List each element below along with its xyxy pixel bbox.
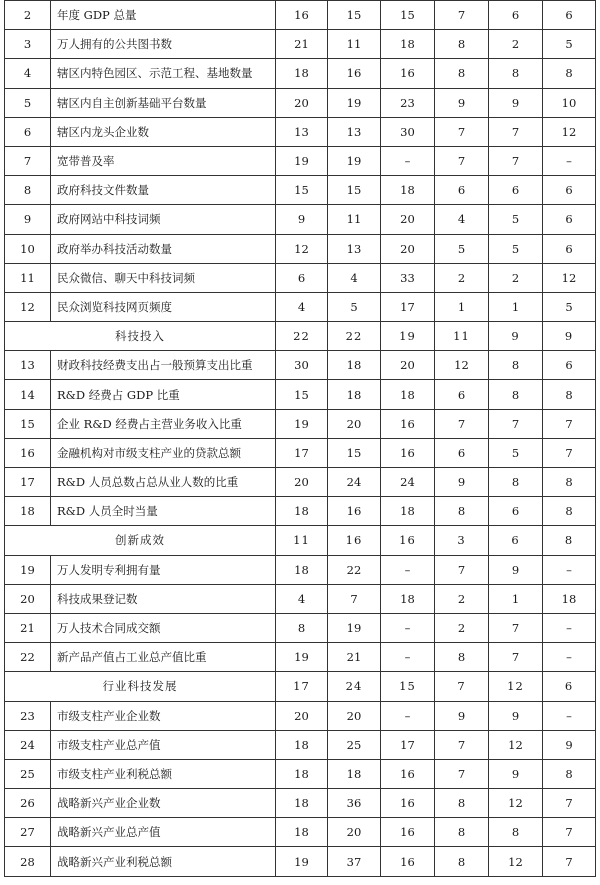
table-row: [5, 613, 596, 642]
value-cell: 3: [435, 526, 489, 555]
row-number: 18: [5, 497, 51, 526]
value-cell: 21: [276, 30, 328, 59]
value-cell: 8: [489, 380, 543, 409]
value-cell: 15: [328, 438, 381, 467]
value-cell: 16: [328, 526, 381, 555]
table-row: [5, 30, 596, 59]
value-cell: 7: [435, 672, 489, 701]
value-cell: 2: [489, 263, 543, 292]
value-cell: 8: [543, 526, 596, 555]
table-row: [5, 380, 596, 409]
section-name: 行业科技发展: [5, 672, 276, 701]
value-cell: 18: [276, 759, 328, 788]
row-number: 22: [5, 643, 51, 672]
value-cell: 7: [543, 847, 596, 876]
value-cell: 6: [435, 176, 489, 205]
value-cell: 8: [276, 613, 328, 642]
value-cell: 8: [435, 30, 489, 59]
value-cell: 20: [381, 351, 435, 380]
value-cell: 6: [489, 1, 543, 30]
value-cell: 20: [381, 234, 435, 263]
value-cell: 20: [328, 409, 381, 438]
table-row: [5, 351, 596, 380]
value-cell: 19: [276, 847, 328, 876]
row-number: 19: [5, 555, 51, 584]
table-row: [5, 59, 596, 88]
value-cell: 19: [328, 88, 381, 117]
value-cell: 9: [435, 468, 489, 497]
value-cell: 7: [435, 555, 489, 584]
indicator-name: R&D 经费占 GDP 比重: [51, 380, 276, 409]
value-cell: 7: [543, 789, 596, 818]
value-cell: –: [543, 555, 596, 584]
value-cell: 16: [381, 59, 435, 88]
value-cell: 33: [381, 263, 435, 292]
value-cell: 20: [328, 818, 381, 847]
value-cell: 18: [276, 59, 328, 88]
value-cell: 18: [276, 730, 328, 759]
table-row: [5, 847, 596, 876]
value-cell: 7: [489, 146, 543, 175]
value-cell: 16: [328, 497, 381, 526]
value-cell: 30: [276, 351, 328, 380]
value-cell: 10: [543, 88, 596, 117]
value-cell: 11: [328, 205, 381, 234]
indicator-table-body: [5, 1, 596, 877]
value-cell: 20: [328, 701, 381, 730]
table-row: [5, 643, 596, 672]
value-cell: 9: [543, 322, 596, 351]
table-row: [5, 468, 596, 497]
value-cell: 4: [276, 292, 328, 321]
value-cell: 7: [543, 438, 596, 467]
value-cell: 12: [489, 789, 543, 818]
value-cell: 8: [435, 643, 489, 672]
value-cell: 6: [435, 380, 489, 409]
value-cell: 8: [543, 380, 596, 409]
value-cell: 8: [543, 59, 596, 88]
table-row: [5, 146, 596, 175]
value-cell: 22: [276, 322, 328, 351]
value-cell: 18: [276, 555, 328, 584]
indicator-name: R&D 人员总数占总从业人数的比重: [51, 468, 276, 497]
value-cell: 18: [543, 584, 596, 613]
value-cell: 7: [435, 730, 489, 759]
value-cell: 8: [543, 468, 596, 497]
row-number: 6: [5, 117, 51, 146]
value-cell: 20: [276, 468, 328, 497]
value-cell: 7: [435, 146, 489, 175]
value-cell: –: [381, 643, 435, 672]
value-cell: 12: [489, 672, 543, 701]
value-cell: 18: [381, 176, 435, 205]
value-cell: 24: [328, 468, 381, 497]
value-cell: 17: [381, 730, 435, 759]
value-cell: 9: [543, 730, 596, 759]
value-cell: –: [543, 146, 596, 175]
value-cell: 5: [543, 30, 596, 59]
value-cell: –: [543, 643, 596, 672]
value-cell: 19: [328, 613, 381, 642]
value-cell: 21: [328, 643, 381, 672]
value-cell: 9: [435, 701, 489, 730]
value-cell: 9: [489, 322, 543, 351]
value-cell: 7: [489, 409, 543, 438]
value-cell: 6: [543, 1, 596, 30]
row-number: 28: [5, 847, 51, 876]
table-row: [5, 88, 596, 117]
value-cell: 8: [435, 847, 489, 876]
value-cell: 17: [381, 292, 435, 321]
section-row: [5, 672, 596, 701]
value-cell: –: [381, 613, 435, 642]
value-cell: 11: [276, 526, 328, 555]
value-cell: 22: [328, 322, 381, 351]
value-cell: 15: [276, 176, 328, 205]
row-number: 21: [5, 613, 51, 642]
value-cell: 11: [328, 30, 381, 59]
value-cell: 15: [328, 1, 381, 30]
value-cell: 8: [489, 468, 543, 497]
row-number: 23: [5, 701, 51, 730]
indicator-name: 新产品产值占工业总产值比重: [51, 643, 276, 672]
value-cell: 2: [435, 613, 489, 642]
value-cell: 4: [328, 263, 381, 292]
row-number: 4: [5, 59, 51, 88]
indicator-name: R&D 人员全时当量: [51, 497, 276, 526]
value-cell: 25: [328, 730, 381, 759]
value-cell: 6: [435, 438, 489, 467]
value-cell: 17: [276, 438, 328, 467]
table-row: [5, 409, 596, 438]
section-row: [5, 322, 596, 351]
table-row: [5, 263, 596, 292]
value-cell: 9: [489, 759, 543, 788]
row-number: 5: [5, 88, 51, 117]
value-cell: 7: [489, 613, 543, 642]
value-cell: 1: [489, 292, 543, 321]
value-cell: 5: [489, 234, 543, 263]
value-cell: 6: [276, 263, 328, 292]
value-cell: 16: [328, 59, 381, 88]
value-cell: 7: [435, 759, 489, 788]
value-cell: 20: [276, 701, 328, 730]
table-row: [5, 205, 596, 234]
value-cell: 19: [276, 146, 328, 175]
value-cell: 4: [435, 205, 489, 234]
indicator-name: 科技成果登记数: [51, 584, 276, 613]
value-cell: 18: [328, 351, 381, 380]
value-cell: 24: [381, 468, 435, 497]
value-cell: 18: [276, 497, 328, 526]
value-cell: 13: [328, 234, 381, 263]
row-number: 20: [5, 584, 51, 613]
value-cell: 22: [328, 555, 381, 584]
value-cell: –: [381, 555, 435, 584]
value-cell: 18: [381, 497, 435, 526]
indicator-table: [4, 0, 596, 877]
value-cell: 7: [543, 409, 596, 438]
value-cell: 18: [381, 380, 435, 409]
value-cell: 12: [543, 263, 596, 292]
value-cell: 18: [328, 380, 381, 409]
row-number: 17: [5, 468, 51, 497]
value-cell: 8: [435, 818, 489, 847]
value-cell: 1: [435, 292, 489, 321]
value-cell: 7: [543, 818, 596, 847]
value-cell: 23: [381, 88, 435, 117]
indicator-name: 万人发明专利拥有量: [51, 555, 276, 584]
row-number: 14: [5, 380, 51, 409]
table-row: [5, 818, 596, 847]
table-row: [5, 789, 596, 818]
value-cell: 6: [543, 234, 596, 263]
value-cell: 19: [381, 322, 435, 351]
indicator-name: 财政科技经费支出占一般预算支出比重: [51, 351, 276, 380]
value-cell: 18: [276, 789, 328, 818]
value-cell: –: [381, 701, 435, 730]
table-row: [5, 234, 596, 263]
value-cell: 15: [381, 672, 435, 701]
value-cell: 7: [435, 117, 489, 146]
value-cell: 36: [328, 789, 381, 818]
value-cell: 6: [543, 672, 596, 701]
value-cell: 9: [489, 88, 543, 117]
table-row: [5, 701, 596, 730]
value-cell: 8: [543, 497, 596, 526]
indicator-name: 企业 R&D 经费占主营业务收入比重: [51, 409, 276, 438]
value-cell: 2: [435, 584, 489, 613]
value-cell: 12: [489, 847, 543, 876]
row-number: 3: [5, 30, 51, 59]
value-cell: 9: [276, 205, 328, 234]
value-cell: 9: [489, 555, 543, 584]
value-cell: 12: [276, 234, 328, 263]
table-row: [5, 438, 596, 467]
indicator-name: 市级支柱产业企业数: [51, 701, 276, 730]
value-cell: 4: [276, 584, 328, 613]
indicator-name: 金融机构对市级支柱产业的贷款总额: [51, 438, 276, 467]
value-cell: 18: [381, 30, 435, 59]
value-cell: 13: [276, 117, 328, 146]
value-cell: 2: [435, 263, 489, 292]
value-cell: 13: [328, 117, 381, 146]
value-cell: 7: [489, 643, 543, 672]
value-cell: 5: [489, 438, 543, 467]
section-name: 创新成效: [5, 526, 276, 555]
row-number: 10: [5, 234, 51, 263]
row-number: 12: [5, 292, 51, 321]
table-row: [5, 117, 596, 146]
value-cell: 19: [276, 409, 328, 438]
value-cell: 12: [543, 117, 596, 146]
value-cell: 15: [328, 176, 381, 205]
value-cell: 9: [435, 88, 489, 117]
value-cell: 5: [328, 292, 381, 321]
indicator-name: 市级支柱产业利税总额: [51, 759, 276, 788]
row-number: 11: [5, 263, 51, 292]
row-number: 9: [5, 205, 51, 234]
value-cell: 5: [543, 292, 596, 321]
row-number: 26: [5, 789, 51, 818]
value-cell: 6: [489, 497, 543, 526]
value-cell: 6: [543, 351, 596, 380]
row-number: 24: [5, 730, 51, 759]
indicator-name: 民众浏览科技网页频度: [51, 292, 276, 321]
value-cell: 7: [435, 1, 489, 30]
indicator-name: 政府科技文件数量: [51, 176, 276, 205]
value-cell: 30: [381, 117, 435, 146]
table-row: [5, 292, 596, 321]
value-cell: 16: [381, 526, 435, 555]
value-cell: 11: [435, 322, 489, 351]
indicator-name: 辖区内特色园区、示范工程、基地数量: [51, 59, 276, 88]
value-cell: 12: [489, 730, 543, 759]
row-number: 7: [5, 146, 51, 175]
value-cell: 6: [489, 526, 543, 555]
table-row: [5, 1, 596, 30]
value-cell: 18: [276, 818, 328, 847]
value-cell: 6: [489, 176, 543, 205]
indicator-name: 政府举办科技活动数量: [51, 234, 276, 263]
row-number: 27: [5, 818, 51, 847]
indicator-name: 战略新兴产业利税总额: [51, 847, 276, 876]
value-cell: 16: [381, 438, 435, 467]
value-cell: 19: [276, 643, 328, 672]
table-row: [5, 759, 596, 788]
value-cell: 9: [489, 701, 543, 730]
value-cell: 20: [276, 88, 328, 117]
table-row: [5, 497, 596, 526]
value-cell: 6: [543, 176, 596, 205]
value-cell: 16: [276, 1, 328, 30]
row-number: 16: [5, 438, 51, 467]
row-number: 8: [5, 176, 51, 205]
indicator-name: 辖区内自主创新基础平台数量: [51, 88, 276, 117]
value-cell: 16: [381, 847, 435, 876]
indicator-table-page: [4, 0, 595, 877]
value-cell: 8: [489, 59, 543, 88]
indicator-name: 年度 GDP 总量: [51, 1, 276, 30]
value-cell: 5: [489, 205, 543, 234]
table-row: [5, 730, 596, 759]
value-cell: 24: [328, 672, 381, 701]
value-cell: 8: [435, 789, 489, 818]
row-number: 13: [5, 351, 51, 380]
value-cell: 19: [328, 146, 381, 175]
value-cell: 18: [381, 584, 435, 613]
value-cell: 8: [489, 818, 543, 847]
indicator-name: 战略新兴产业总产值: [51, 818, 276, 847]
value-cell: 16: [381, 759, 435, 788]
value-cell: 16: [381, 409, 435, 438]
value-cell: 7: [489, 117, 543, 146]
value-cell: 15: [381, 1, 435, 30]
value-cell: –: [543, 613, 596, 642]
value-cell: 20: [381, 205, 435, 234]
table-row: [5, 584, 596, 613]
value-cell: 17: [276, 672, 328, 701]
table-row: [5, 555, 596, 584]
indicator-name: 市级支柱产业总产值: [51, 730, 276, 759]
value-cell: 7: [435, 409, 489, 438]
table-row: [5, 176, 596, 205]
value-cell: 16: [381, 789, 435, 818]
value-cell: 18: [328, 759, 381, 788]
indicator-name: 民众微信、聊天中科技词频: [51, 263, 276, 292]
row-number: 25: [5, 759, 51, 788]
value-cell: 15: [276, 380, 328, 409]
value-cell: –: [381, 146, 435, 175]
value-cell: 5: [435, 234, 489, 263]
indicator-name: 辖区内龙头企业数: [51, 117, 276, 146]
value-cell: 6: [543, 205, 596, 234]
indicator-name: 战略新兴产业企业数: [51, 789, 276, 818]
value-cell: 37: [328, 847, 381, 876]
indicator-name: 宽带普及率: [51, 146, 276, 175]
value-cell: 16: [381, 818, 435, 847]
section-row: [5, 526, 596, 555]
value-cell: 12: [435, 351, 489, 380]
value-cell: 8: [489, 351, 543, 380]
indicator-name: 万人拥有的公共图书数: [51, 30, 276, 59]
value-cell: 8: [435, 59, 489, 88]
value-cell: 1: [489, 584, 543, 613]
value-cell: 2: [489, 30, 543, 59]
indicator-name: 万人技术合同成交额: [51, 613, 276, 642]
row-number: 15: [5, 409, 51, 438]
value-cell: 7: [328, 584, 381, 613]
row-number: 2: [5, 1, 51, 30]
value-cell: –: [543, 701, 596, 730]
indicator-name: 政府网站中科技词频: [51, 205, 276, 234]
section-name: 科技投入: [5, 322, 276, 351]
value-cell: 8: [435, 497, 489, 526]
value-cell: 8: [543, 759, 596, 788]
